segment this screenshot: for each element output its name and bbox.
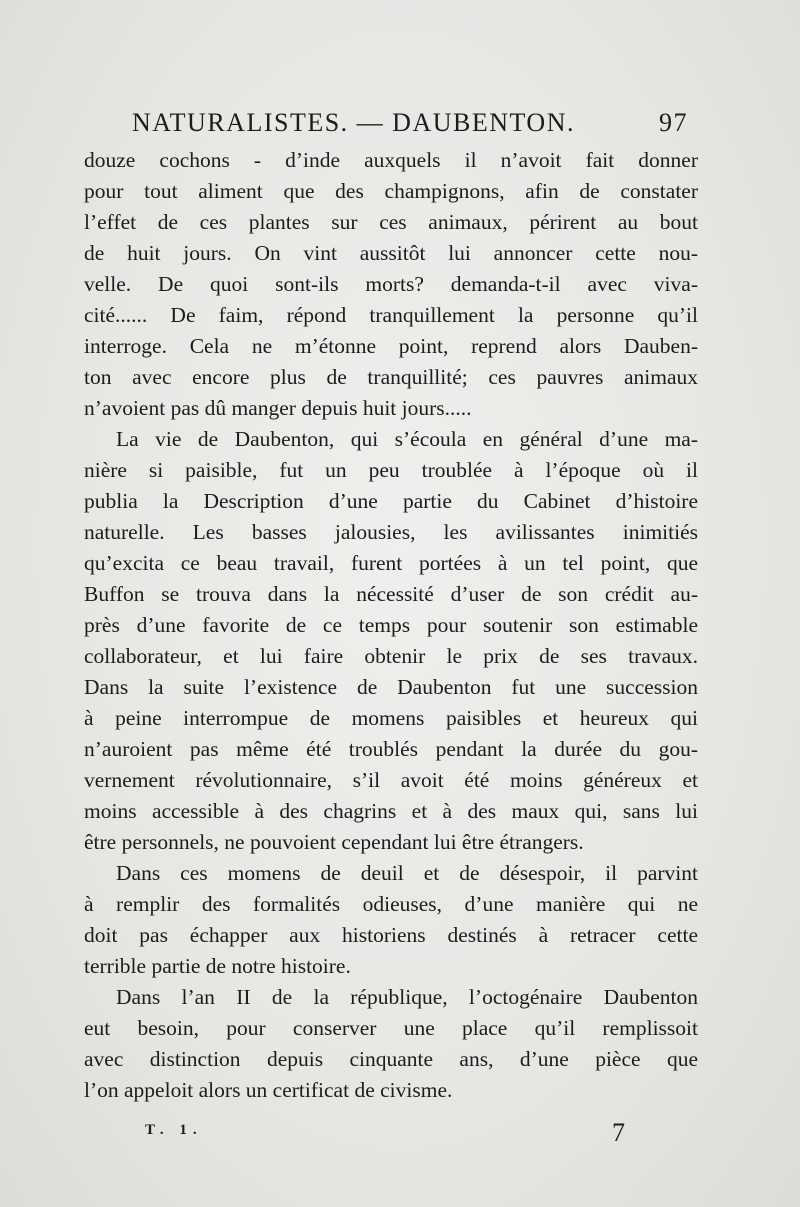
body-text (84, 145, 698, 1106)
text-line: à peine interrompue de momens paisibles et heureux qui (84, 706, 698, 730)
text-line: moins accessible à des chagrins et à des maux qui, sans lui (84, 799, 698, 823)
running-header (132, 108, 692, 148)
text-line: publia la Description d’une partie du Cabinet d’histoire (84, 489, 698, 513)
text-line: Buffon se trouva dans la nécessité d’user de son crédit au- (84, 582, 698, 606)
text-line: nière si paisible, fut un peu troublée à l’époque où il (84, 458, 698, 482)
text-line: eut besoin, pour conserver une place qu’il remplissoit (84, 1016, 698, 1040)
page-number: 97 (659, 108, 688, 137)
running-title: NATURALISTES. — DAUBENTON. (132, 108, 575, 137)
text-line: n’auroient pas même été troublés pendant la durée du gou- (84, 737, 698, 761)
text-line: interroge. Cela ne m’étonne point, reprend alors Dauben- (84, 334, 698, 358)
text-line: La vie de Daubenton, qui s’écoula en général d’une ma- (116, 427, 698, 451)
text-line: Dans l’an II de la république, l’octogénaire Daubenton (116, 985, 698, 1009)
text-line: près d’une favorite de ce temps pour soutenir son estimable (84, 613, 698, 637)
volume-signature: T. 1. (145, 1122, 203, 1138)
page-footer (145, 1118, 625, 1158)
text-line: naturelle. Les basses jalousies, les avilissantes inimitiés (84, 520, 698, 544)
text-line: Dans ces momens de deuil et de désespoir, il parvint (116, 861, 698, 885)
text-line: vernement révolutionnaire, s’il avoit été moins généreux et (84, 768, 698, 792)
text-line: cité...... De faim, répond tranquillement la personne qu’il (84, 303, 698, 327)
text-line: n’avoient pas dû manger depuis huit jours..... (84, 396, 472, 420)
text-line: l’effet de ces plantes sur ces animaux, périrent au bout (84, 210, 698, 234)
text-line: Dans la suite l’existence de Daubenton fut une succession (84, 675, 698, 699)
sheet-number: 7 (612, 1118, 625, 1147)
text-line: avec distinction depuis cinquante ans, d’une pièce que (84, 1047, 698, 1071)
text-line: de huit jours. On vint aussitôt lui annoncer cette nou- (84, 241, 698, 265)
text-line: douze cochons - d’inde auxquels il n’avoit fait donner (84, 148, 698, 172)
text-line: ton avec encore plus de tranquillité; ces pauvres animaux (84, 365, 698, 389)
text-line: l’on appeloit alors un certificat de civisme. (84, 1078, 453, 1102)
text-line: être personnels, ne pouvoient cependant lui être étrangers. (84, 830, 584, 854)
text-line: pour tout aliment que des champignons, afin de constater (84, 179, 698, 203)
text-line: collaborateur, et lui faire obtenir le prix de ses travaux. (84, 644, 698, 668)
text-line: velle. De quoi sont-ils morts? demanda-t-il avec viva- (84, 272, 698, 296)
text-line: qu’excita ce beau travail, furent portées à un tel point, que (84, 551, 698, 575)
text-line: terrible partie de notre histoire. (84, 954, 351, 978)
text-line: à remplir des formalités odieuses, d’une manière qui ne (84, 892, 698, 916)
text-line: doit pas échapper aux historiens destinés à retracer cette (84, 923, 698, 947)
